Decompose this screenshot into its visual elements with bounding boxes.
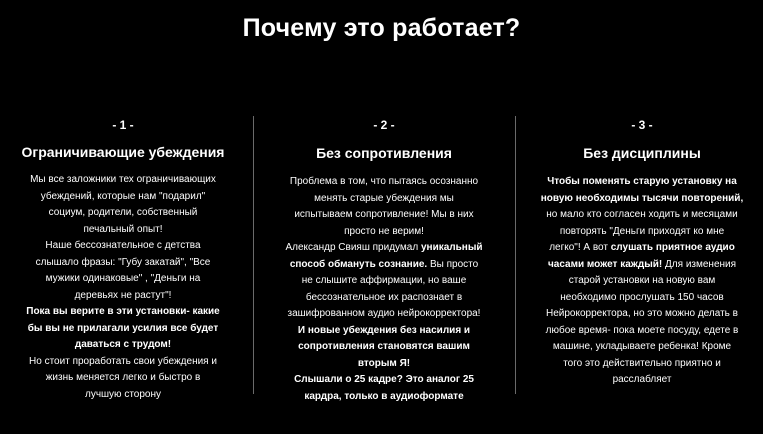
text-line [8, 205, 238, 222]
text-line [8, 370, 238, 387]
text: старой установки на новую вам [568, 275, 716, 286]
text-line [8, 337, 238, 354]
text: просто не верим! [344, 225, 424, 237]
text-line [8, 288, 238, 305]
reason-text [268, 174, 500, 405]
text-line [268, 174, 500, 191]
text-line [528, 356, 756, 373]
text-line [268, 306, 500, 323]
text-line [268, 290, 500, 307]
text: бессознательное их распознает в [305, 291, 463, 303]
bold-text: новую необходимы тысячи повторений, [540, 192, 744, 204]
column-divider [515, 116, 516, 394]
bold-text: кардра, только в аудиоформате [304, 390, 464, 402]
text-line [8, 222, 238, 239]
bold-text: уникальный [420, 242, 483, 253]
bold-text: Слышали о 25 кадре? Это аналог 25 [294, 374, 474, 385]
text: социум, родители, собственный [48, 207, 198, 218]
text: лучшую сторону [84, 388, 162, 400]
text-line [268, 207, 500, 224]
reason-heading: Без сопротивления [316, 145, 452, 161]
text-line [268, 273, 500, 290]
reason-number: - 2 - [373, 118, 395, 132]
text: не слышите аффирмации, но ваше [301, 275, 467, 286]
text: зашифрованном аудио нейрокорректора! [287, 308, 481, 319]
bold-text: часами может каждый! [547, 258, 663, 270]
bold-text: бы вы не прилагали усилия все будет [27, 322, 219, 334]
text: повторять "Деньги приходят ко мне [559, 225, 725, 237]
text-line [8, 255, 238, 272]
text-line [8, 387, 238, 404]
text-line [268, 339, 500, 356]
text: испытываем сопротивление! Мы в них [294, 209, 474, 220]
text-line [268, 240, 500, 257]
reason-number: - 1 - [112, 118, 134, 132]
text: жизнь меняется легко и быстро в [45, 372, 201, 383]
reason-heading: Без дисциплины [583, 145, 701, 161]
reason-heading: Ограничивающие убеждения [21, 144, 225, 160]
text-line [528, 224, 756, 241]
reason-text [528, 174, 756, 389]
text-line [8, 189, 238, 206]
text: Проблема в том, что пытаясь осознанно [289, 176, 479, 187]
bold-text: слушать приятное аудио [610, 242, 735, 253]
page-title: Почему это работает? [242, 14, 521, 42]
reason-column-2 [268, 117, 500, 405]
bold-text: И новые убеждения без насилия и [297, 324, 471, 336]
text-line [8, 304, 238, 321]
text-line [528, 290, 756, 307]
text: убеждений, которые нам "подарил" [40, 190, 206, 202]
text: деревьях не растут"! [74, 289, 172, 301]
reason-column-3 [528, 117, 756, 389]
text: Для изменения [662, 258, 737, 270]
text: легко"! А вот [549, 242, 611, 253]
text-line [268, 356, 500, 373]
text: необходимо прослушать 150 часов [560, 291, 724, 303]
text: Мы все заложники тех ограничивающих [30, 174, 216, 185]
text: того это действительно приятно и [563, 357, 721, 369]
text-line [528, 273, 756, 290]
text: Нейрокорректора, но это можно делать в [546, 308, 738, 319]
text: машине, укладываете ребенка! Кроме [552, 341, 732, 352]
text: слышало фразы: "Губу закатай", "Все [35, 256, 211, 268]
bold-text: Чтобы поменять старую установку на [547, 176, 737, 187]
text: Вы просто [427, 258, 479, 270]
text-line [8, 172, 238, 189]
text-line [268, 323, 500, 340]
bold-text: Пока вы верите в эти установки- какие [26, 306, 220, 317]
text: менять старые убеждения мы [314, 192, 454, 204]
text-line [268, 191, 500, 208]
text-line [528, 323, 756, 340]
text-line [528, 191, 756, 208]
text-line [528, 207, 756, 224]
text-line [268, 389, 500, 406]
text: мужики одинаковые" , "Деньги на [45, 273, 201, 284]
bold-text: способ обмануть сознание. [289, 258, 428, 270]
text: печальный опыт! [83, 223, 163, 235]
text-line [528, 240, 756, 257]
text-line [8, 354, 238, 371]
reason-number: - 3 - [631, 118, 653, 132]
text-line [8, 238, 238, 255]
text-line [528, 306, 756, 323]
text-line [528, 372, 756, 389]
bold-text: сопротивления становятся вашим [298, 341, 470, 352]
text-line [528, 174, 756, 191]
text: расслабляет [612, 374, 672, 385]
text-line [8, 271, 238, 288]
text-line [268, 257, 500, 274]
text: любое время- пока моете посуду, едете в [545, 324, 739, 336]
column-divider [253, 116, 254, 394]
text-line [528, 257, 756, 274]
text-line [528, 339, 756, 356]
text: Наше бессознательное с детства [45, 240, 201, 251]
reason-column-1 [8, 117, 238, 403]
text: Но стоит проработать свои убеждения и [29, 355, 217, 367]
reason-text [8, 172, 238, 403]
bold-text: даваться с трудом! [74, 339, 172, 350]
text-line [268, 224, 500, 241]
bold-text: вторым Я! [357, 357, 411, 369]
text: но мало кто согласен ходить и месяцами [546, 209, 738, 220]
text-line [8, 321, 238, 338]
text-line [268, 372, 500, 389]
text: Александр Свияш придумал [285, 242, 421, 253]
